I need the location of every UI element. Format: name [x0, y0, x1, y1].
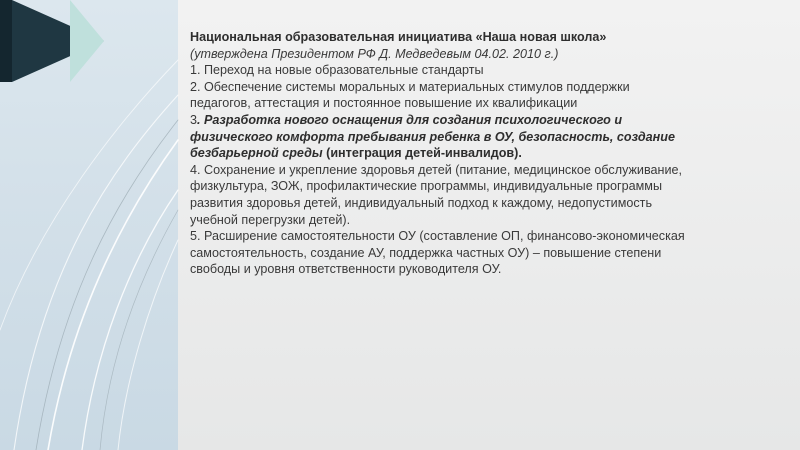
list-item-1: 1. Переход на новые образовательные стандарты [190, 63, 484, 78]
list-item-4: 4. Сохранение и укрепление здоровья детей (питание, медицинское обслуживание, физкультура, ЗОЖ, профилактические программы, индивидуальные программы развития здоровья детей, индивидуальный подход к каждому, недопустимость учебной перегрузки детей). [190, 162, 683, 227]
slide-title: Национальная образовательная инициатива «Наша новая школа» [190, 30, 607, 44]
list-item-3-number: 3 [190, 112, 198, 127]
list-item-5: 5. Расширение самостоятельности ОУ (составление ОП, финансово-экономическая самостоятельность, создание АУ, поддержка частных ОУ) – повышение степени свободы и уровня ответственности руководителя ОУ. [190, 229, 685, 277]
slide-content [190, 29, 690, 278]
accent-arrow-light [70, 0, 104, 82]
list-item-2: 2. Обеспечение системы моральных и материальных стимулов поддержки педагогов, аттестация и постоянное повышение их квалификации [190, 79, 630, 111]
accent-bar [0, 0, 12, 82]
slide-subtitle: (утверждена Президентом РФ Д. Медведевым 04.02. 2010 г.) [190, 46, 559, 61]
list-item-3-text: . Разработка нового оснащения для создания психологического и физического комфорта пребывания ребенка в ОУ, безопасность, создание безбарьерной среды [190, 112, 675, 161]
list-item-3 [190, 112, 690, 162]
list-item-3-paren: (интеграция детей-инвалидов). [326, 146, 522, 161]
